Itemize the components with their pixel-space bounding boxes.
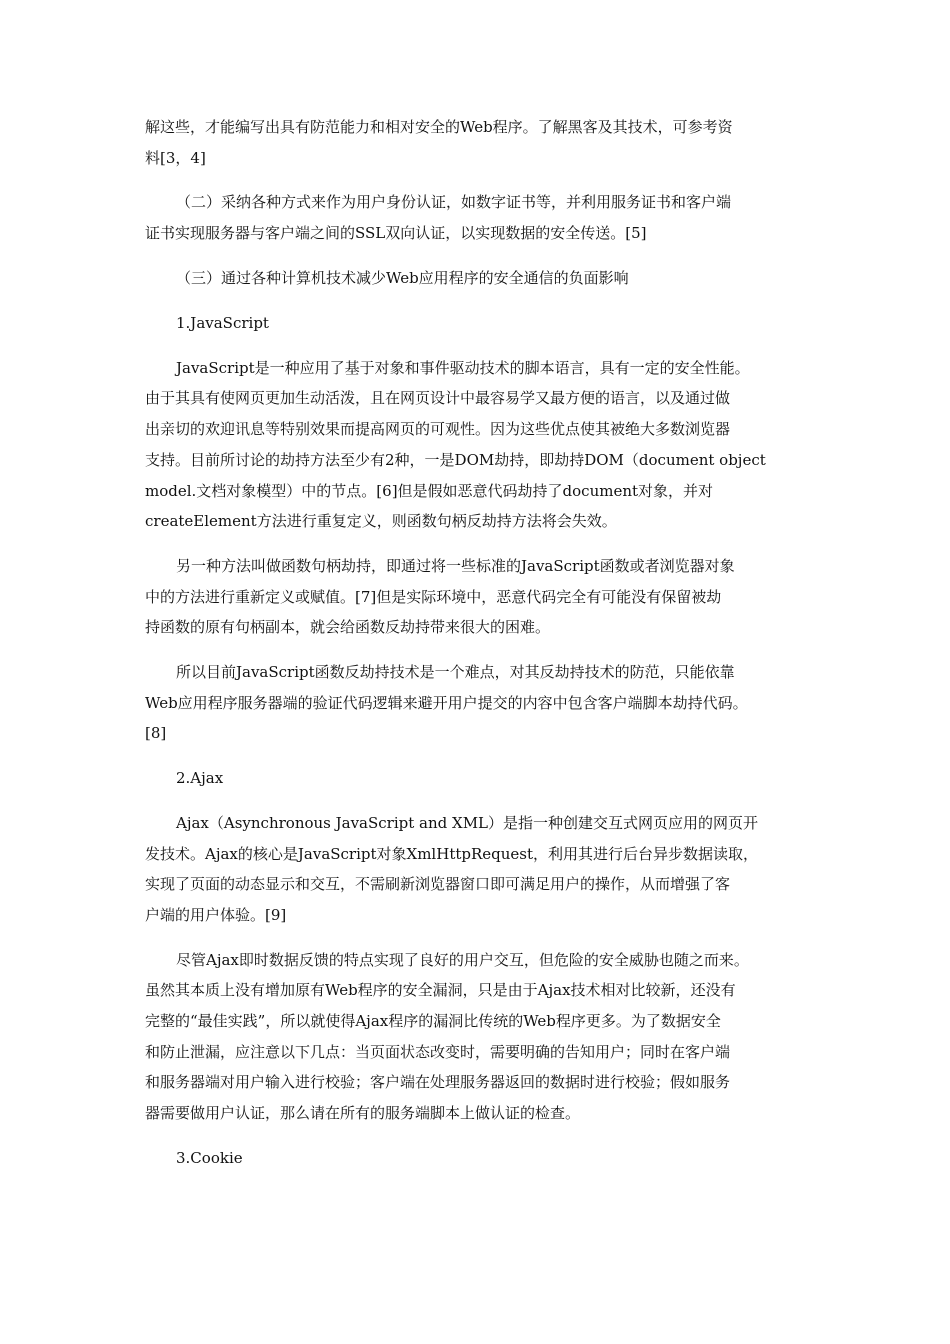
text-line: Ajax（Asynchronous JavaScript and XML）是指一种创建交互式网页应用的网页开 [176, 814, 759, 832]
text-line: Web应用程序服务器端的验证代码逻辑来避开用户提交的内容中包含客户端脚本劫持代码。 [145, 694, 748, 712]
text-line: 和服务器端对用户输入进行校验；客户端在处理服务器返回的数据时进行校验；假如服务 [145, 1073, 731, 1091]
text-line: 尽管Ajax即时数据反馈的特点实现了良好的用户交互，但危险的安全威胁也随之而来。 [176, 951, 749, 969]
text-line: 和防止泄漏，应注意以下几点：当页面状态改变时，需要明确的告知用户；同时在客户端 [145, 1043, 731, 1061]
text-line: JavaScript是一种应用了基于对象和事件驱动技术的脚本语言，具有一定的安全性能。 [176, 359, 750, 377]
text-line: 中的方法进行重新定义或赋值。[7]但是实际环境中，恶意代码完全有可能没有保留被劫 [145, 588, 722, 606]
text-line: 完整的“最佳实践”，所以就使得Ajax程序的漏洞比传统的Web程序更多。为了数据安全 [145, 1012, 721, 1030]
text-line: （二）采纳各种方式来作为用户身份认证，如数字证书等，并利用服务证书和客户端 [176, 193, 732, 211]
text-line: 料[3，4] [145, 149, 206, 167]
text-line: 解这些，才能编写出具有防范能力和相对安全的Web程序。了解黑客及其技术，可参考资 [145, 118, 733, 136]
text-line: 出亲切的欢迎讯息等特别效果而提高网页的可观性。因为这些优点使其被绝大多数浏览器 [145, 420, 731, 438]
text-line: 支持。目前所讨论的劫持方法至少有2种，一是DOM劫持，即劫持DOM（document object [145, 451, 766, 469]
text-line: 由于其具有使网页更加生动活泼，且在网页设计中最容易学又最方便的语言，以及通过做 [145, 389, 731, 407]
text-line: 持函数的原有句柄副本，就会给函数反劫持带来很大的困难。 [145, 618, 551, 636]
text-line: 发技术。Ajax的核心是JavaScript对象XmlHttpRequest，利用其进行后台异步数据读取， [145, 845, 759, 863]
text-line: 器需要做用户认证，那么请在所有的服务端脚本上做认证的检查。 [145, 1104, 581, 1122]
text-line: 实现了页面的动态显示和交互，不需刷新浏览器窗口即可满足用户的操作，从而增强了客 [145, 875, 731, 893]
text-line: 户端的用户体验。[9] [145, 906, 287, 924]
text-line: 虽然其本质上没有增加原有Web程序的安全漏洞，只是由于Ajax技术相对比较新，还没有 [145, 981, 736, 999]
text-line: createElement方法进行重复定义，则函数句柄反劫持方法将会失效。 [145, 512, 617, 530]
text-line: 证书实现服务器与客户端之间的SSL双向认证，以实现数据的安全传送。[5] [145, 224, 647, 242]
text-line: [8] [145, 724, 167, 742]
section-heading: 3.Cookie [176, 1149, 243, 1167]
text-line: 所以目前JavaScript函数反劫持技术是一个难点，对其反劫持技术的防范，只能依靠 [176, 663, 735, 681]
section-heading: 2.Ajax [176, 769, 224, 787]
text-line: （三）通过各种计算机技术减少Web应用程序的安全通信的负面影响 [176, 269, 629, 287]
text-line: model.文档对象模型）中的节点。[6]但是假如恶意代码劫持了document对象，并对 [145, 482, 714, 500]
section-heading: 1.JavaScript [176, 314, 269, 332]
text-line: 另一种方法叫做函数句柄劫持，即通过将一些标准的JavaScript函数或者浏览器对象 [176, 557, 735, 575]
